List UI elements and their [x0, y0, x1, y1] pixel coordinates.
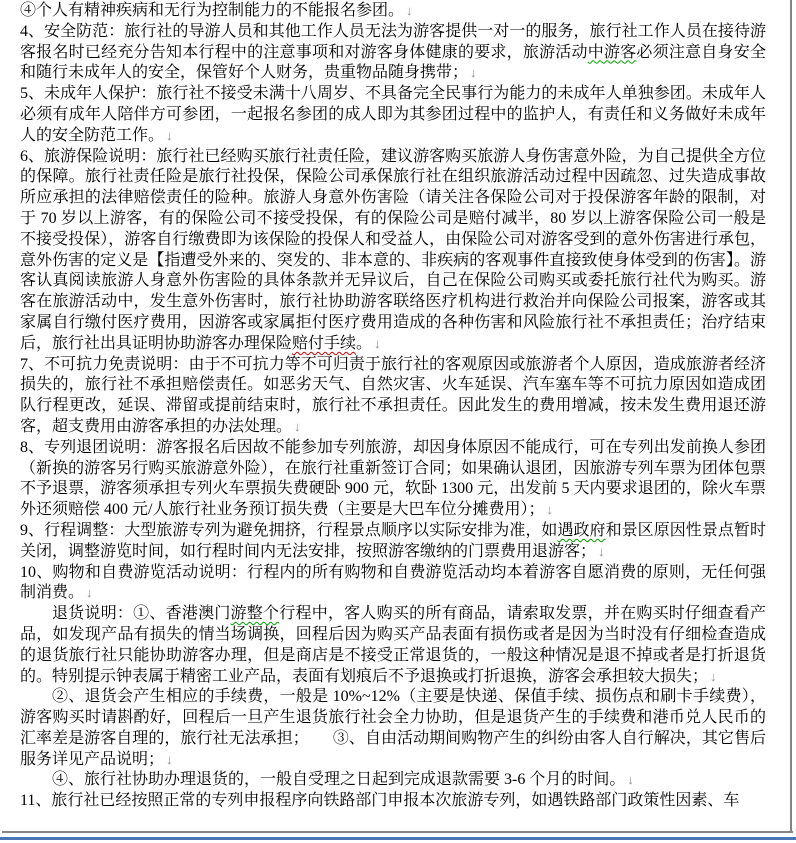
- paragraph-7: 9、行程调整：大型旅游专列为避免拥挤，行程景点顺序以实际安排为准，如遇政府和景区原因性景点暂时关闭，调整游览时间，如行程时间内无法安排，按照游客缴纳的门票费用退游客； ↓: [20, 521, 766, 560]
- window-bottom-blue-line: [0, 837, 796, 840]
- paragraph-mark-icon: ↓: [294, 418, 301, 434]
- paragraph-mark-icon: ↓: [598, 543, 605, 559]
- document-text-area[interactable]: [20, 1, 766, 812]
- paragraph-mark-icon: ↓: [166, 751, 173, 767]
- paragraph-mark-icon: ↓: [86, 585, 93, 601]
- paragraph-4: 6、旅游保险说明：旅行社已经购买旅行社责任险，建议游客购买旅游人身伤害意外险，为自己提供全方位的保障。旅行社责任险是旅行社投保，保险公司承保旅行社在组织旅游活动过程中因疏忽、过失造成事故所应承担的法律赔偿责任的险种。旅游人身意外伤害险（请关注各保险公司对于投保游客年龄的限制，对于 70 岁以上游客，有的保险公司不接受投保，有的保险公司是赔付减半，80 岁以上游客保险公司一般是不接受投保），游客自行缴费即为该保险的投保人和受益人，由保险公司对游客受到的意外伤害进行承包，意外伤害的定义是【指遭受外来的、突发的、非本意的、非疾病的客观事件直接致使身体受到的伤害】。游客认真阅读旅游人身意外伤害险的具体条款并无异议后，自己在保险公司购买或委托旅行社代为购买。游客在旅游活动中，发生意外伤害时，旅行社协助游客联络医疗机构进行救治并向保险公司报案，游客或其家属自行缴付医疗费用，因游客或家属拒付医疗费用造成的各种伤害和风险旅行社不承担责任；治疗结束后，旅行社出具证明协助游客办理保险赔付手续。 ↓: [20, 147, 766, 352]
- paragraph-mark-icon: ↓: [374, 335, 381, 351]
- grammar-wavy-underline: 游整个: [230, 605, 280, 623]
- paragraph-mark-icon: ↓: [166, 127, 173, 143]
- paragraph-5: 7、不可抗力免责说明：由于不可抗力等不可归责于旅行社的客观原因或旅游者个人原因，造成旅游者经济损失的，旅行社不承担赔偿责任。如恶劣天气、自然灾害、火车延误、汽车塞车等不可抗力原因如造成团队行程更改，延误、滞留或提前结束时，旅行社不承担责任。因此发生的费用增减，按未发生费用退还游客，超支费用由游客承担的办法处理。 ↓: [20, 355, 766, 435]
- paragraph-mark-icon: ↓: [470, 65, 477, 81]
- paragraph-10: ②、退货会产生相应的手续费，一般是 10%~12%（主要是快递、保值手续、损伤点和刷卡手续费），游客购买时请斟酌好，回程后一旦产生退货旅行社会全力协助，但是退货产生的手续费和港币兑人民币的汇率差是游客自理的，旅行社无法承担； ③、自由活动期间购物产生的纠纷由客人自行解决，其它售后服务详见产品说明； ↓: [20, 688, 766, 768]
- paragraph-8: 10、购物和自费游览活动说明：行程内的所有购物和自费游览活动均本着游客自愿消费的原则，无任何强制消费。 ↓: [20, 563, 766, 602]
- page-bottom-border: [2, 831, 793, 833]
- paragraph-12: 11、旅行社已经按照正常的专列申报程序向铁路部门申报本次旅游专列，如遇铁路部门政策性因素、车: [20, 792, 740, 810]
- spelling-wavy-underline: 赔付手续: [292, 334, 357, 352]
- grammar-wavy-underline: 遇政府: [557, 521, 606, 539]
- paragraph-mark-icon: ↓: [406, 3, 413, 18]
- paragraph-mark-icon: ↓: [710, 668, 717, 684]
- paragraph-3: 5、未成年人保护：旅行社不接受未满十八周岁、不具备完全民事行为能力的未成年人单独参团。未成年人必须有成年人陪伴方可参团，一起报名参团的成人即为其参团过程中的监护人，有责任和义务做好未成年人的安全防范工作。 ↓: [20, 85, 766, 144]
- page-right-border: [790, 0, 792, 833]
- paragraph-2: 4、安全防范：旅行社的导游人员和其他工作人员无法为游客提供一对一的服务，旅行社工作人员在接待游客报名时已经充分告知本行程中的注意事项和对游客身体健康的要求，旅游活动中游客必须注意自身安全和随行未成年人的安全，保管好个人财务，贵重物品随身携带； ↓: [20, 22, 766, 82]
- paragraph-9: 退货说明：①、香港澳门游整个行程中，客人购买的所有商品，请索取发票，并在购买时仔细查看产品，如发现产品有损失的情当场调换，回程后因为购买产品表面有损伤或者是因为当时没有仔细检查造成的退货旅行社只能协助游客办理，但是商店是不接受正常退货的，一般这种情况是退不掉或者是打折退货的。特别提示钟表属于精密工业产品，表面有划痕后不予退换或打折退换，游客会承担较大损失； ↓: [20, 605, 766, 685]
- paragraph-mark-icon: ↓: [546, 502, 553, 518]
- paragraph-6: 8、专列退团说明：游客报名后因故不能参加专列旅游，却因身体原因不能成行，可在专列出发前换人参团（新换的游客另行购买旅游意外险），在旅行社重新签订合同；如果确认退团，因旅游专列车票为团体包票不予退票，游客须承担专列火车票损失费硬卧 900 元，软卧 1300 元，出发前 5 天内要求退团的，除火车票外还须赔偿 400 元/人旅行社业务预订损失费（主要是大巴车位分摊费用）； ↓: [20, 438, 766, 519]
- paragraph-mark-icon: ↓: [627, 772, 634, 788]
- paragraph-11: ④、旅行社协助办理退货的，一般自受理之日起到完成退款需要 3-6 个月的时间。 ↓: [52, 771, 634, 789]
- paragraph-1: ④个人有精神疾病和无行为控制能力的不能报名参团。 ↓: [20, 2, 413, 19]
- grammar-wavy-underline: 中游客: [587, 43, 637, 61]
